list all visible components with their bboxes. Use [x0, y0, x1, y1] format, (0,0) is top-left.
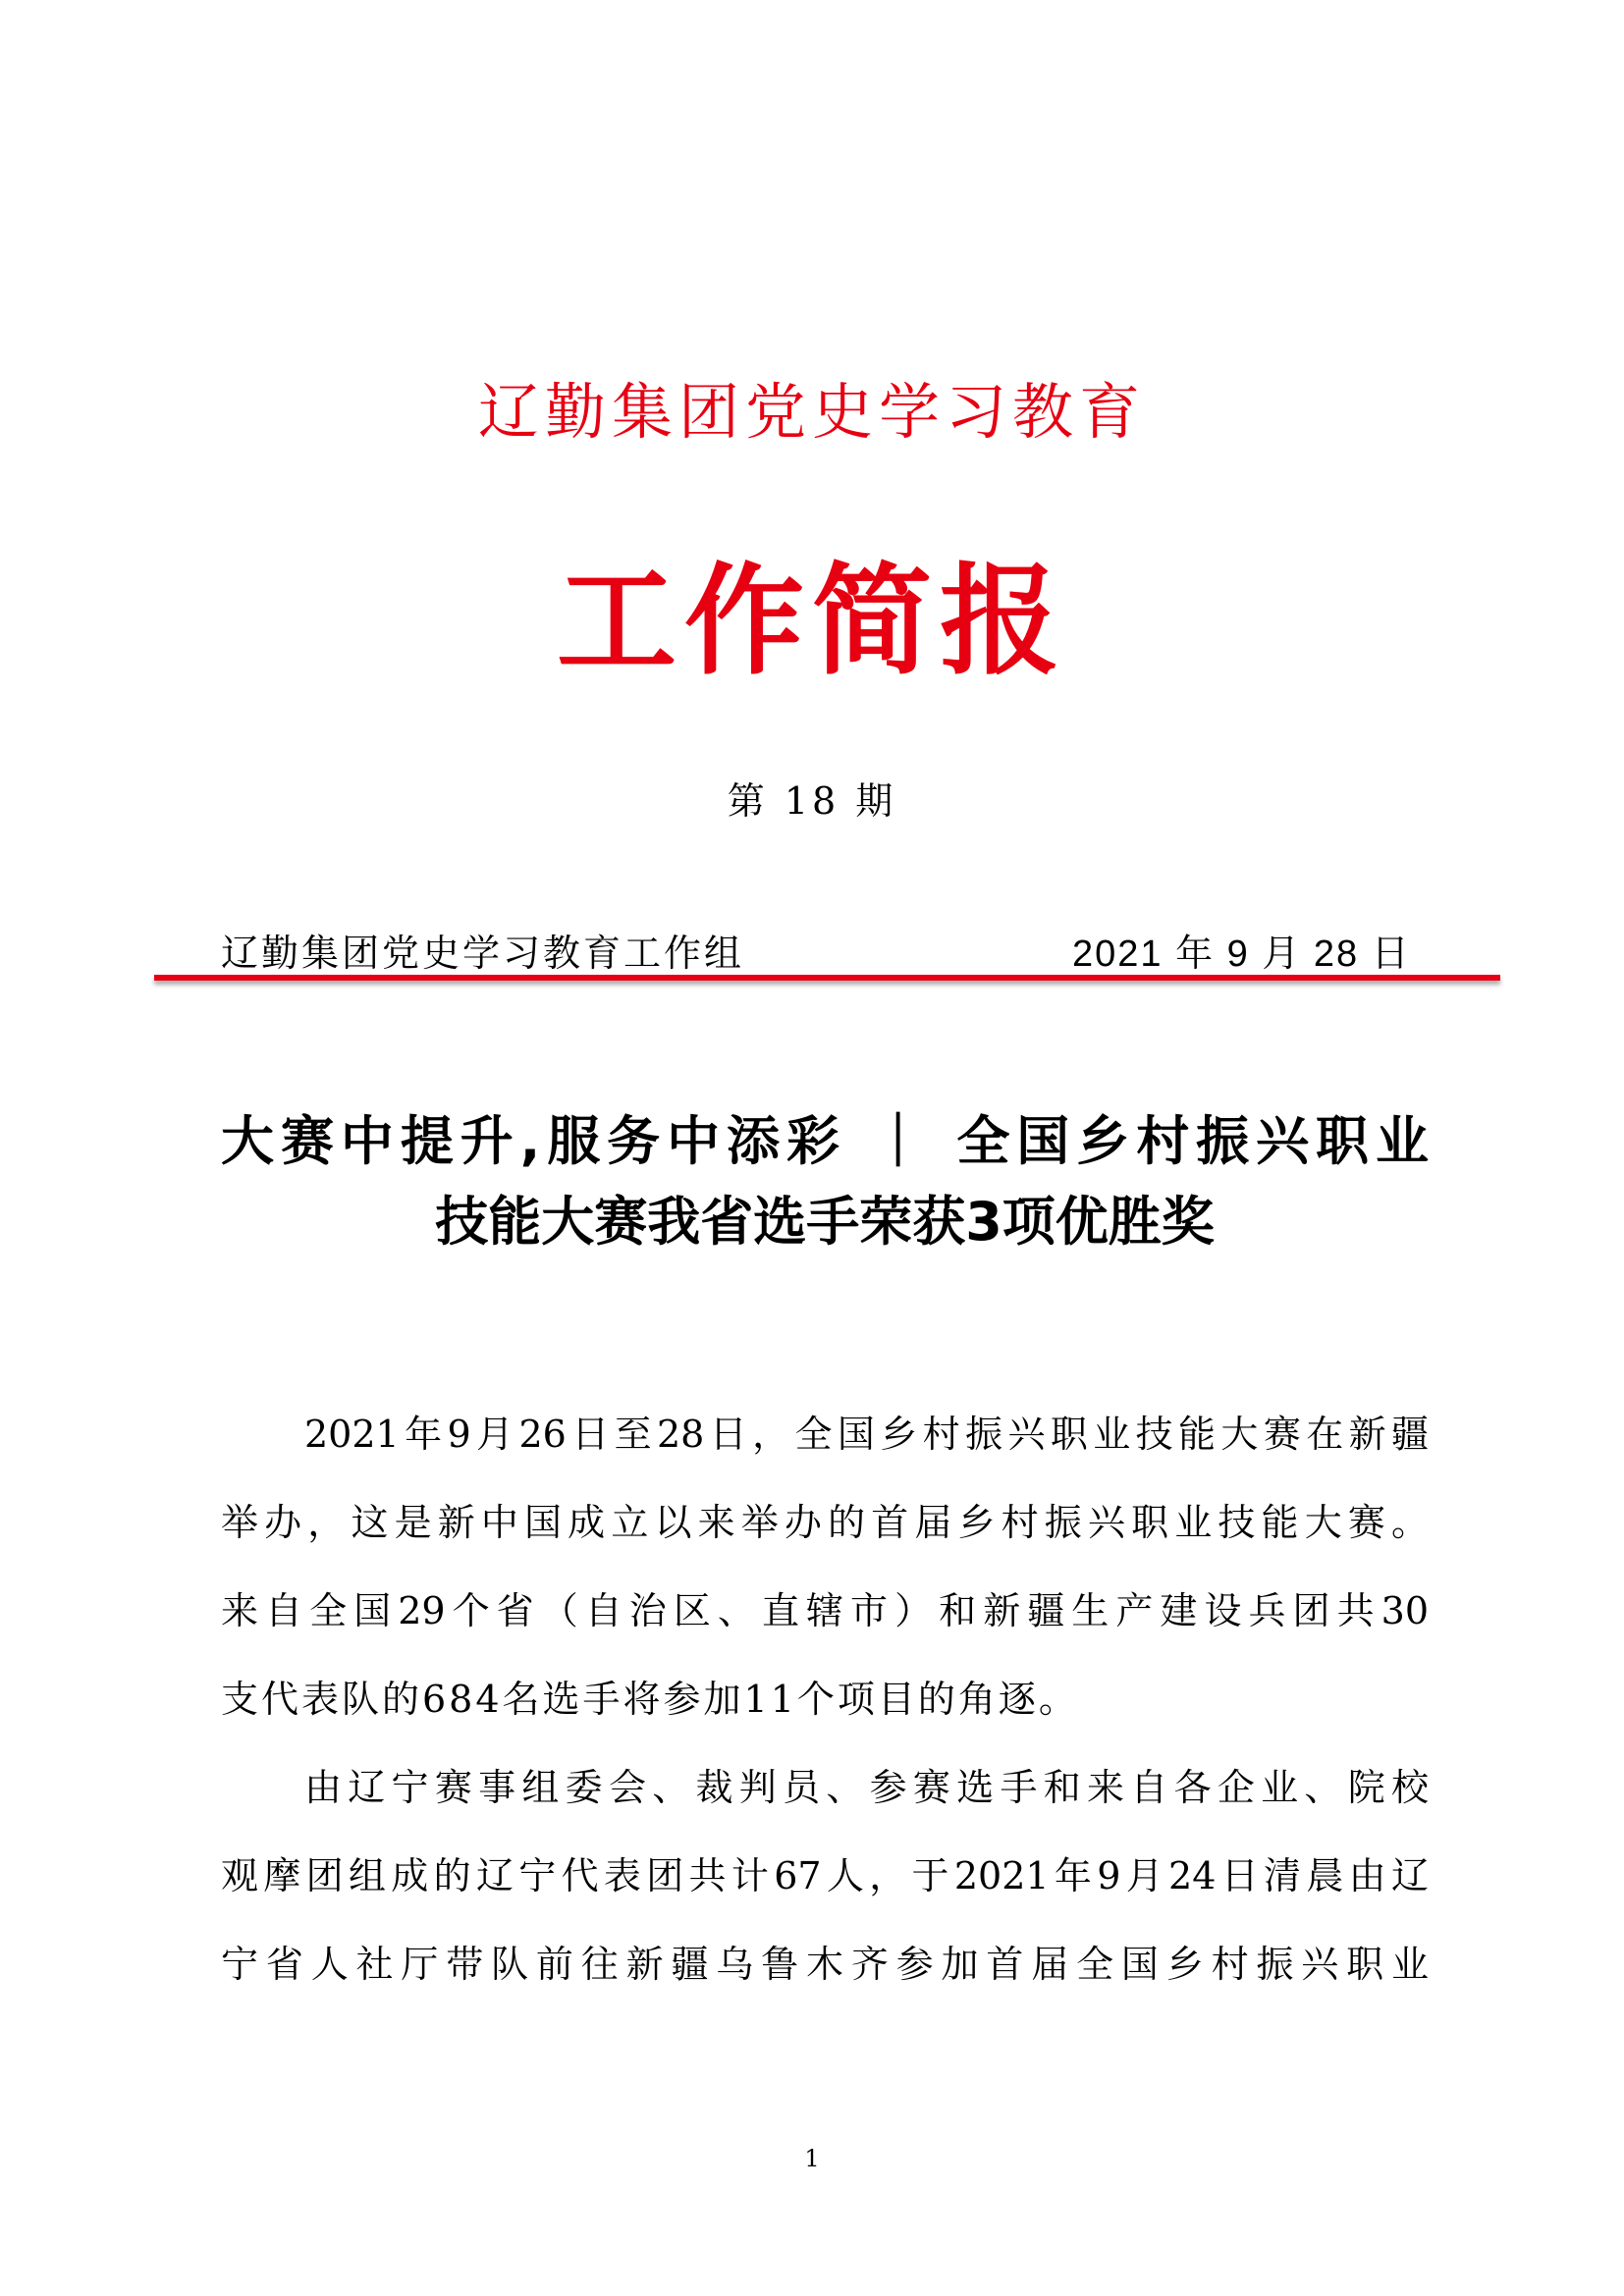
- headline-line-2: 技能大赛我省选手荣获3项优胜奖: [435, 1191, 1215, 1253]
- body-line: 2021年9月26日至28日，全国乡村振兴职业技能大赛在新疆: [304, 1413, 1429, 1456]
- headline-line-1: 大赛中提升,服务中添彩 ｜ 全国乡村振兴职业: [221, 1110, 1429, 1172]
- body-line: 支代表队的684名选手将参加11个项目的角逐。: [221, 1678, 1079, 1721]
- red-divider: [154, 975, 1500, 981]
- page-number: 1: [804, 2145, 820, 2172]
- body-line: 来自全国29个省（自治区、直辖市）和新疆生产建设兵团共30: [221, 1589, 1429, 1632]
- body-line: 由辽宁赛事组委会、裁判员、参赛选手和来自各企业、院校: [304, 1766, 1429, 1809]
- brief-title: 工作简报: [557, 552, 1067, 691]
- issuer: 辽勤集团党史学习教育工作组: [221, 932, 745, 975]
- issue-date: 2021 年 9 月 28 日: [1072, 934, 1411, 975]
- org-title: 辽勤集团党史学习教育: [477, 376, 1146, 448]
- body-line: 宁省人社厅带队前往新疆乌鲁木齐参加首届全国乡村振兴职业: [221, 1943, 1429, 1986]
- body-line: 观摩团组成的辽宁代表团共计67人，于2021年9月24日清晨由辽: [221, 1854, 1429, 1897]
- body-line: 举办，这是新中国成立以来举办的首届乡村振兴职业技能大赛。: [221, 1501, 1429, 1544]
- issue-number: 第 18 期: [727, 779, 897, 823]
